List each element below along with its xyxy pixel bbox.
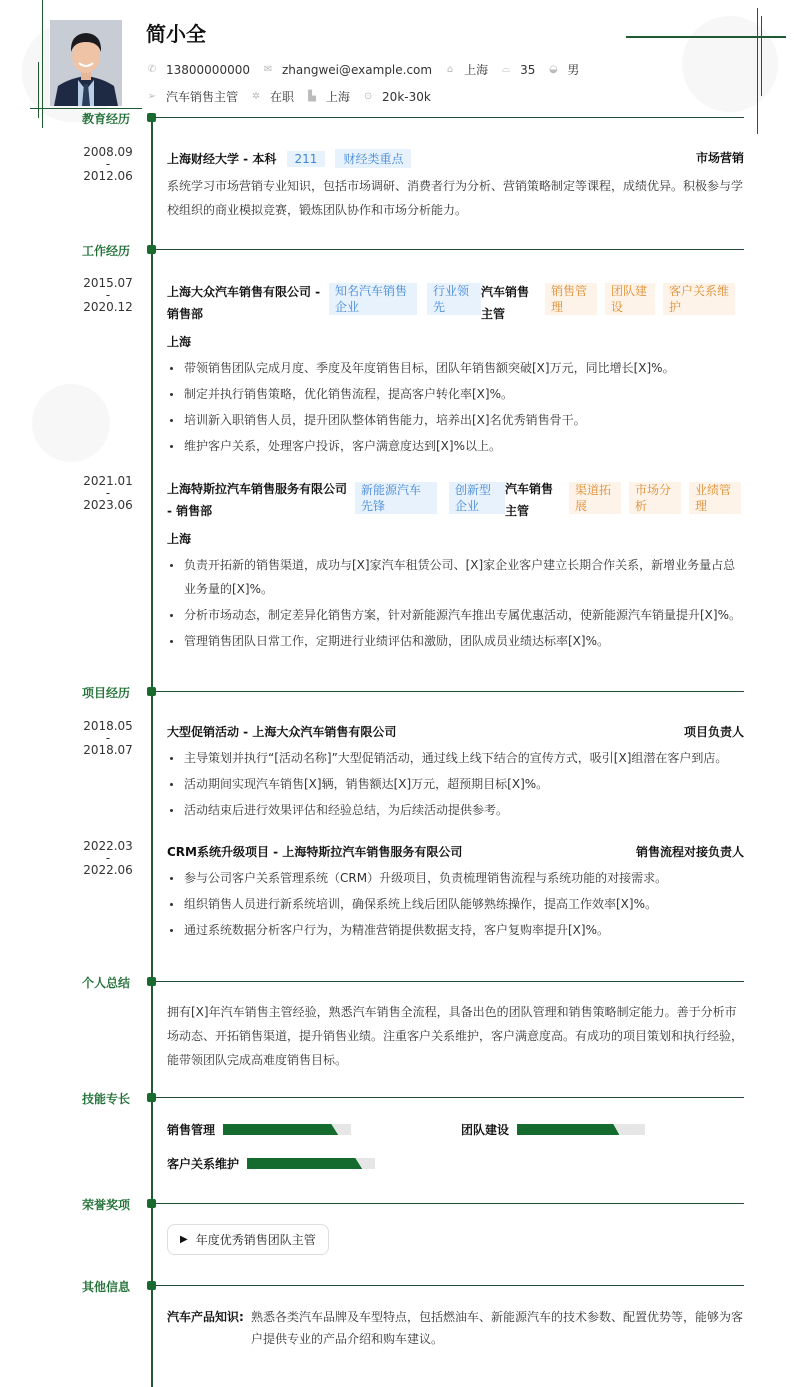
avatar	[50, 20, 122, 106]
age: 35	[520, 62, 536, 77]
major: 市场营销	[695, 151, 744, 165]
divider	[156, 1285, 744, 1286]
job-bullets	[167, 356, 744, 458]
section-title: 技能专长	[81, 1092, 130, 1106]
section-title: 其他信息	[81, 1280, 130, 1294]
gender: 男	[567, 63, 580, 77]
decor-line	[30, 108, 142, 109]
edu-date: 2008.09 - 2012.06	[83, 145, 133, 183]
project-entry	[167, 723, 744, 824]
project-date: 2018.05 - 2018.07	[83, 719, 133, 757]
gender-item	[547, 61, 579, 78]
award-name: 年度优秀销售团队主管	[195, 1233, 316, 1247]
section-projects	[0, 686, 794, 698]
award-item[interactable]	[167, 1224, 329, 1255]
status: 在职	[270, 90, 295, 104]
salary-item	[362, 90, 431, 104]
project-entry	[167, 843, 744, 944]
skill-bar-fill	[517, 1124, 619, 1135]
decor-line	[761, 16, 762, 96]
project-date: 2022.03 - 2022.06	[83, 839, 133, 877]
divider	[156, 1203, 744, 1204]
section-title: 教育经历	[81, 112, 130, 126]
company-name: 上海特斯拉汽车销售服务有限公司 - 销售部	[167, 482, 348, 518]
section-title: 项目经历	[81, 686, 130, 700]
job-role: 汽车销售主管	[481, 285, 530, 321]
skill-tag: 渠道拓展	[569, 482, 621, 514]
skill-bar	[223, 1124, 351, 1135]
portrait-icon	[50, 20, 122, 106]
coin-icon: ⊙	[363, 91, 373, 102]
decor-circle-right	[682, 16, 778, 112]
gear-icon: ✲	[251, 91, 261, 102]
contact-row	[146, 61, 591, 78]
skill-name: 客户关系维护	[167, 1157, 240, 1171]
email: zhangwei@example.com	[281, 62, 433, 77]
skill-bar-fill	[223, 1124, 338, 1135]
candidate-name: 简小全	[146, 22, 206, 46]
education-description: 系统学习市场营销专业知识，包括市场调研、消费者行为分析、营销策略制定等课程，成绩优异。积极参与学校组织的商业模拟竞赛，锻炼团队协作和市场分析能力。	[167, 179, 744, 217]
list-item: 主导策划并执行“[活动名称]”大型促销活动，通过线上线下结合的宣传方式，吸引[X]组潜在客户到店。	[167, 746, 744, 770]
list-item: 参与公司客户关系管理系统（CRM）升级项目，负责梳理销售流程与系统功能的对接需求。	[167, 866, 744, 890]
skill-name: 销售管理	[167, 1123, 216, 1137]
decor-circle-mid	[32, 384, 110, 462]
decor-line	[626, 36, 786, 38]
age-item	[500, 63, 535, 77]
work-date: 2021.01 - 2023.06	[83, 474, 133, 512]
section-other	[0, 1280, 794, 1292]
company-tag: 新能源汽车先锋	[355, 482, 437, 514]
skill-tag: 市场分析	[629, 482, 681, 514]
work-entry	[167, 478, 744, 655]
intent-row	[146, 88, 443, 105]
city: 上海	[464, 63, 489, 77]
city-item	[444, 61, 488, 78]
home-icon: ⌂	[446, 64, 454, 75]
company-tag: 行业领先	[427, 283, 481, 315]
other-value: 熟悉各类汽车品牌及车型特点，包括燃油车、新能源汽车的技术参数、配置优势等，能够为客户提供专业的产品介绍和购车建议。	[251, 1310, 744, 1346]
divider	[156, 691, 744, 692]
list-item: 活动期间实现汽车销售[X]辆，销售额达[X]万元，超预期目标[X]%。	[167, 772, 744, 796]
list-item: 带领销售团队完成月度、季度及年度销售目标，团队年销售额突破[X]万元，同比增长[X]%。	[167, 356, 744, 380]
job-location: 上海	[167, 335, 192, 349]
section-skills	[0, 1092, 794, 1104]
school-tag: 211	[287, 151, 326, 167]
phone-item	[146, 63, 250, 77]
job-bullets	[167, 553, 744, 653]
project-title: CRM系统升级项目 - 上海特斯拉汽车销售服务有限公司	[167, 845, 463, 859]
list-item: 通过系统数据分析客户行为，为精准营销提供数据支持，客户复购率提升[X]%。	[167, 918, 744, 942]
section-summary	[0, 976, 794, 988]
mail-icon: ✉	[263, 64, 273, 75]
divider	[156, 1097, 744, 1098]
section-marker-icon	[147, 245, 156, 254]
divider	[156, 249, 744, 250]
project-title: 大型促销活动 - 上海大众汽车销售有限公司	[167, 725, 397, 739]
project-role: 项目负责人	[683, 725, 744, 739]
skill-item	[167, 1121, 351, 1138]
target-city-item	[306, 88, 350, 105]
summary-text: 拥有[X]年汽车销售主管经验，熟悉汽车销售全流程，具备出色的团队管理和销售策略制定能力。善于分析市场动态、开拓销售渠道，提升销售业绩。注重客户关系维护，客户满意度高。有成功的项目策划和执行经验，能带领团队完成高难度销售目标。	[167, 1005, 744, 1067]
play-triangle-icon: ▶	[180, 1234, 188, 1245]
section-marker-icon	[147, 113, 156, 122]
section-marker-icon	[147, 687, 156, 696]
list-item: 培训新入职销售人员，提升团队整体销售能力，培养出[X]名优秀销售骨干。	[167, 408, 744, 432]
project-bullets	[167, 746, 744, 822]
divider	[156, 117, 744, 118]
list-item: 活动结束后进行效果评估和经验总结，为后续活动提供参考。	[167, 798, 744, 822]
job-location: 上海	[167, 532, 192, 546]
skill-bar	[517, 1124, 645, 1135]
work-date: 2015.07 - 2020.12	[83, 276, 133, 314]
work-entry	[167, 281, 744, 460]
salary: 20k-30k	[382, 89, 431, 104]
section-title: 工作经历	[81, 244, 130, 258]
list-item: 分析市场动态，制定差异化销售方案，针对新能源汽车推出专属优惠活动，使新能源汽车销量提升[X]%。	[167, 603, 744, 627]
phone: 13800000000	[166, 62, 250, 77]
skill-tag: 销售管理	[545, 283, 597, 315]
person-icon: ◒	[549, 64, 558, 75]
section-marker-icon	[147, 1199, 156, 1208]
target-city: 上海	[326, 90, 351, 104]
job-role: 汽车销售主管	[505, 482, 554, 518]
skill-tag: 客户关系维护	[663, 283, 735, 315]
section-marker-icon	[147, 1281, 156, 1290]
skill-item	[167, 1155, 375, 1172]
divider	[156, 981, 744, 982]
project-role: 销售流程对接负责人	[635, 845, 744, 859]
project-bullets	[167, 866, 744, 942]
skill-name: 团队建设	[461, 1123, 510, 1137]
company-tag: 知名汽车销售企业	[329, 283, 417, 315]
skill-bar	[247, 1158, 375, 1169]
skill-item	[461, 1121, 645, 1138]
list-item: 管理销售团队日常工作，定期进行业绩评估和激励，团队成员业绩达标率[X]%。	[167, 629, 744, 653]
section-title: 个人总结	[81, 976, 130, 990]
section-awards	[0, 1198, 794, 1210]
section-work	[0, 244, 794, 256]
list-item: 负责开拓新的销售渠道，成功与[X]家汽车租赁公司、[X]家企业客户建立长期合作关系，新增业务量占总业务量的[X]%。	[167, 553, 744, 601]
email-item	[262, 63, 432, 77]
send-icon: ➢	[147, 91, 157, 102]
phone-icon: ✆	[147, 64, 157, 75]
timeline-line	[151, 118, 153, 1387]
school-name: 上海财经大学 - 本科	[167, 152, 277, 166]
list-item: 组织销售人员进行新系统培训，确保系统上线后团队能够熟练操作，提高工作效率[X]%。	[167, 892, 744, 916]
building-icon: ▙	[308, 91, 316, 102]
education-entry	[167, 149, 744, 222]
position-item	[146, 88, 238, 105]
status-item	[250, 88, 294, 105]
skill-tag: 团队建设	[605, 283, 655, 315]
other-label: 汽车产品知识:	[167, 1310, 244, 1324]
school-tag: 财经类重点	[335, 149, 411, 168]
section-education	[0, 112, 794, 124]
position: 汽车销售主管	[166, 90, 239, 104]
skill-bar-fill	[247, 1158, 362, 1169]
other-info	[167, 1306, 744, 1350]
section-marker-icon	[147, 977, 156, 986]
cake-icon: ⌓	[502, 64, 511, 75]
list-item: 制定并执行销售策略，优化销售流程，提高客户转化率[X]%。	[167, 382, 744, 406]
company-name: 上海大众汽车销售有限公司 - 销售部	[167, 285, 321, 321]
skill-tag: 业绩管理	[689, 482, 741, 514]
company-tag: 创新型企业	[449, 482, 505, 514]
section-title: 荣誉奖项	[81, 1198, 130, 1212]
list-item: 维护客户关系，处理客户投诉，客户满意度达到[X]%以上。	[167, 434, 744, 458]
section-marker-icon	[147, 1093, 156, 1102]
decor-line	[38, 62, 39, 118]
